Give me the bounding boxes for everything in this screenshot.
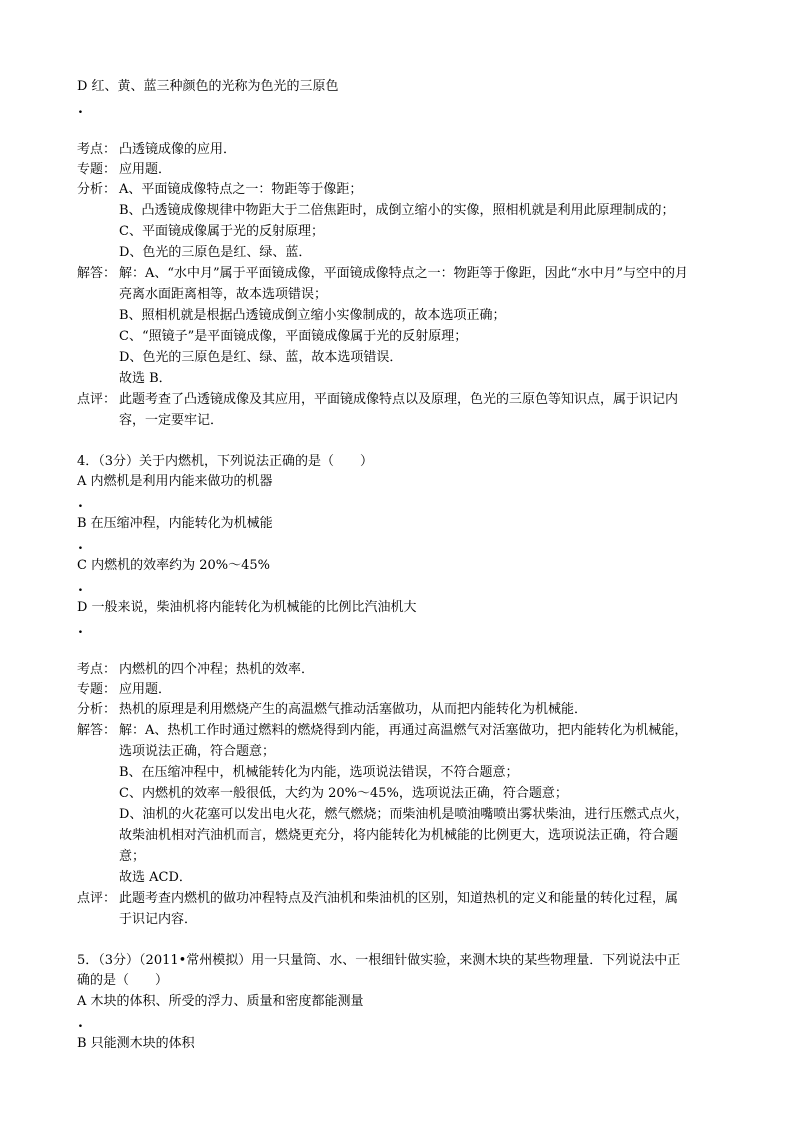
- jieda-line: 故柴油机相对汽油机而言，燃烧更充分，将内能转化为机械能的比例更大，选项说法正确，符合题: [119, 828, 679, 843]
- zhuanti-label: 专题：: [77, 162, 117, 177]
- q3-kaodian: [77, 140, 236, 160]
- jieda-line: D、色光的三原色是红、绿、蓝，故本选项错误．: [119, 350, 403, 365]
- q3-jieda: [77, 264, 688, 284]
- q4-jieda: [77, 721, 687, 741]
- q4-option-d: D 一般来说，柴油机将内能转化为机械能的比例比汽油机大: [77, 600, 417, 615]
- q4-option-c: C 内燃机的效率约为 20%～45%: [77, 558, 271, 573]
- q4-option-d-dot: .: [78, 621, 83, 637]
- dianping-line: 容，一定要牢记．: [119, 413, 224, 428]
- jieda-line: 故选 ACD．: [119, 870, 192, 885]
- fenxi-line: A、平面镜成像特点之一：物距等于像距；: [119, 182, 363, 197]
- zhuanti-text: 应用题．: [119, 682, 172, 697]
- dianping-line: 此题考查了凸透镜成像及其应用，平面镜成像特点以及原理，色光的三原色等知识点，属于识记内: [119, 392, 679, 407]
- fenxi-line: D、色光的三原色是红、绿、蓝．: [119, 245, 312, 260]
- q3-dianping: [77, 390, 678, 410]
- jieda-line: 故选 B．: [119, 371, 172, 386]
- fenxi-text: 热机的原理是利用燃烧产生的高温燃气推动活塞做功，从而把内能转化为机械能．: [119, 702, 588, 717]
- jieda-line: B、在压缩冲程中，机械能转化为内能，选项说法错误，不符合题意；: [119, 765, 519, 780]
- fenxi-line: C、平面镜成像属于光的反射原理；: [119, 224, 324, 239]
- jieda-line: D、油机的火花塞可以发出电火花，燃气燃烧；而柴油机是喷油嘴喷出雾状柴油，进行压燃式点火，: [119, 807, 689, 822]
- jieda-label: 解答：: [77, 266, 117, 281]
- q3-option-d: D 红、黄、蓝三种颜色的光称为色光的三原色: [77, 79, 339, 94]
- q5-option-a: A 木块的体积、所受的浮力、质量和密度都能测量: [77, 994, 364, 1009]
- jieda-line: 解：A、热机工作时通过燃料的燃烧得到内能，再通过高温燃气对活塞做功，把内能转化为机械能，: [119, 723, 688, 738]
- q3-option-d-dot: .: [78, 101, 83, 117]
- q4-option-a-dot: .: [78, 495, 83, 511]
- q4-zhuanti: [77, 680, 171, 700]
- dianping-line: 此题考查内燃机的做功冲程特点及汽油机和柴油机的区别，知道热机的定义和能量的转化过程，属: [119, 891, 679, 906]
- jieda-line: 解：A、“水中月”属于平面镜成像，平面镜成像特点之一：物距等于像距，因此“水中月”与空中的月: [119, 266, 688, 281]
- kaodian-text: 内燃机的四个冲程；热机的效率．: [119, 662, 315, 677]
- kaodian-label: 考点：: [77, 662, 117, 677]
- dianping-label: 点评：: [77, 392, 117, 407]
- fenxi-label: 分析：: [77, 182, 117, 197]
- jieda-line: C、“照镜子”是平面镜成像，平面镜成像属于光的反射原理；: [119, 329, 468, 344]
- zhuanti-label: 专题：: [77, 682, 117, 697]
- q5-stem-line2: 确的是（ ）: [77, 973, 169, 988]
- q4-kaodian: [77, 660, 314, 680]
- q5-option-a-dot: .: [78, 1015, 83, 1031]
- zhuanti-text: 应用题．: [119, 162, 172, 177]
- q5-stem-line1: 5．（3分）（2011•常州模拟）用一只量筒、水、一根细针做实验，来测木块的某些物理量．下列说法中正: [77, 953, 681, 968]
- q3-zhuanti: [77, 160, 171, 180]
- q4-fenxi: [77, 700, 587, 720]
- q4-option-c-dot: .: [78, 579, 83, 595]
- q3-fenxi: [77, 180, 362, 200]
- kaodian-text: 凸透镜成像的应用．: [119, 142, 237, 157]
- fenxi-line: B、凸透镜成像规律中物距大于二倍焦距时，成倒立缩小的实像，照相机就是利用此原理制成的；: [119, 203, 675, 218]
- q4-option-a: A 内燃机是利用内能来做功的机器: [77, 474, 273, 489]
- jieda-line: 亮离水面距离相等，故本选项错误；: [119, 287, 328, 302]
- dianping-label: 点评：: [77, 891, 117, 906]
- jieda-line: 意；: [119, 849, 146, 864]
- q4-stem: 4．（3分）关于内燃机，下列说法正确的是（ ）: [77, 454, 374, 469]
- jieda-line: 选项说法正确，符合题意；: [119, 744, 276, 759]
- fenxi-label: 分析：: [77, 702, 117, 717]
- jieda-label: 解答：: [77, 723, 117, 738]
- dianping-line: 于识记内容．: [119, 912, 198, 927]
- q4-dianping: [77, 889, 678, 909]
- jieda-line: B、照相机就是根据凸透镜成倒立缩小实像制成的，故本选项正确；: [119, 308, 506, 323]
- kaodian-label: 考点：: [77, 142, 117, 157]
- jieda-line: C、内燃机的效率一般很低，大约为 20%～45%，选项说法正确，符合题意；: [119, 786, 568, 801]
- q4-option-b: B 在压缩冲程，内能转化为机械能: [77, 516, 273, 531]
- q5-option-b: B 只能测木块的体积: [77, 1036, 195, 1051]
- q4-option-b-dot: .: [78, 537, 83, 553]
